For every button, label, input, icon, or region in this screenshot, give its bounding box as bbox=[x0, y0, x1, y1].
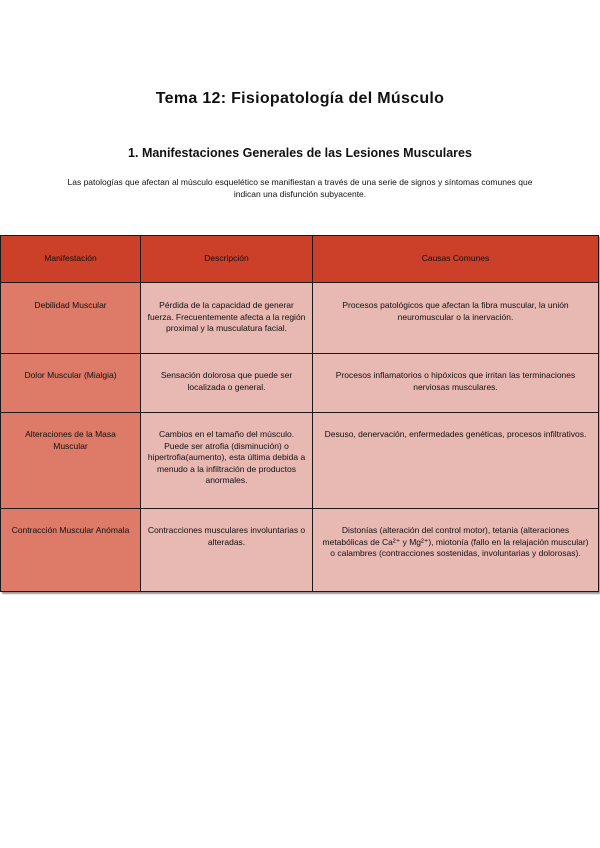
cell-manifestacion: Alteraciones de la Masa Muscular bbox=[1, 413, 141, 509]
table-row bbox=[1, 283, 599, 354]
table-row bbox=[1, 509, 599, 592]
section-title: 1. Manifestaciones Generales de las Lesiones Musculares bbox=[128, 146, 472, 160]
cell-manifestacion: Dolor Muscular (Mialgia) bbox=[1, 354, 141, 413]
cell-descripcion: Contracciones musculares involuntarias o alteradas. bbox=[141, 509, 313, 592]
intro-paragraph: Las patologías que afectan al músculo esquelético se manifiestan a través de una serie de signos y síntomas comunes que indican una disfunción subyacente. bbox=[67, 177, 533, 199]
cell-causas: Procesos inflamatorios o hipóxicos que irritan las terminaciones nerviosas musculares. bbox=[313, 354, 599, 413]
table-row bbox=[1, 354, 599, 413]
header-descripcion: Descripción bbox=[141, 236, 313, 283]
manifestations-table bbox=[0, 235, 599, 592]
manifestations-table-container bbox=[0, 235, 598, 592]
cell-descripcion: Pérdida de la capacidad de generar fuerza. Frecuentemente afecta a la región proximal y la musculatura facial. bbox=[141, 283, 313, 354]
cell-descripcion: Sensación dolorosa que puede ser localizada o general. bbox=[141, 354, 313, 413]
cell-descripcion: Cambios en el tamaño del músculo. Puede ser atrofia (disminución) o hipertrofia(aumento), esta última debida a menudo a la infiltración de productos anormales. bbox=[141, 413, 313, 509]
header-manifestacion: Manifestación bbox=[1, 236, 141, 283]
cell-causas: Desuso, denervación, enfermedades genéticas, procesos infiltrativos. bbox=[313, 413, 599, 509]
cell-causas: Procesos patológicos que afectan la fibra muscular, la unión neuromuscular o la inervación. bbox=[313, 283, 599, 354]
header-causas: Causas Comunes bbox=[313, 236, 599, 283]
table-header-row bbox=[1, 236, 599, 283]
cell-manifestacion: Debilidad Muscular bbox=[1, 283, 141, 354]
cell-causas: Distonías (alteración del control motor), tetania (alteraciones metabólicas de Ca²⁺ y Mg²⁺), miotonía (fallo en la relajación muscular) o calambres (contracciones sostenidas, involuntarias y dolorosas). bbox=[313, 509, 599, 592]
table-row bbox=[1, 413, 599, 509]
page-title: Tema 12: Fisiopatología del Músculo bbox=[155, 90, 445, 107]
cell-manifestacion: Contracción Muscular Anómala bbox=[1, 509, 141, 592]
